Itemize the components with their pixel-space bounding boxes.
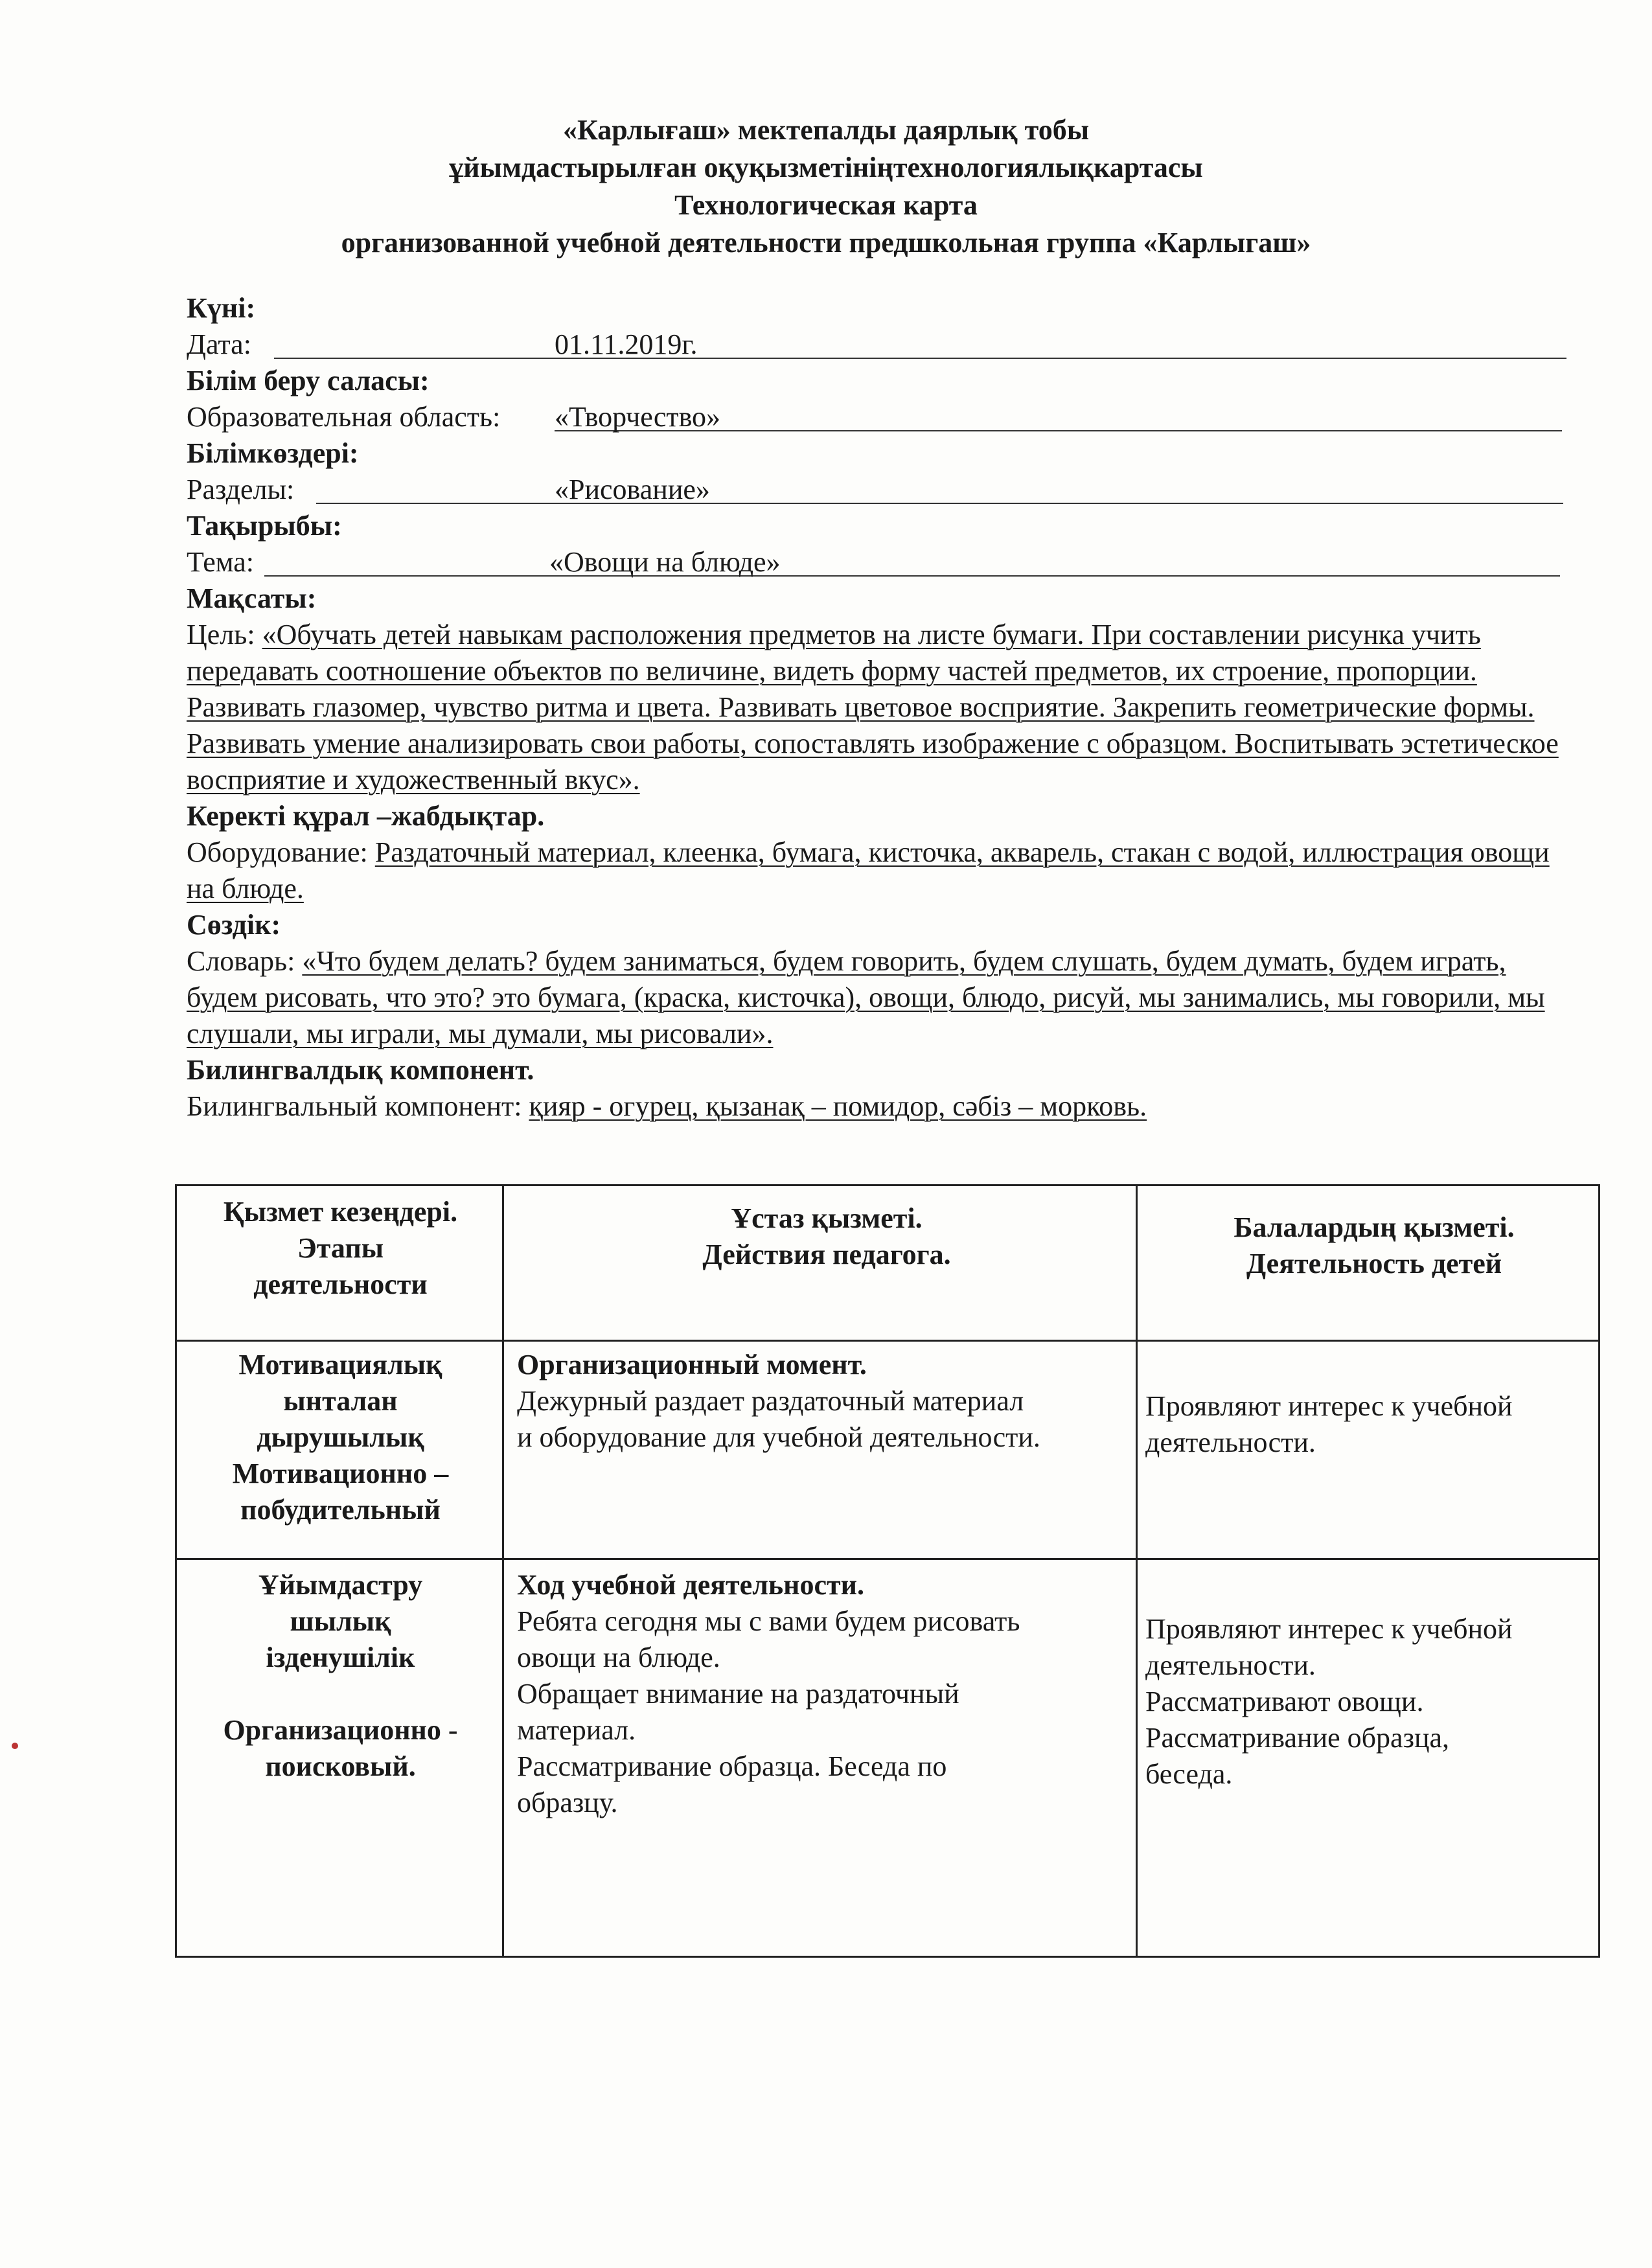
kerekti-label: Керекті құрал –жабдықтар.: [187, 800, 545, 832]
row1-children-line: деятельности.: [1145, 1426, 1316, 1458]
row2-children-line: деятельности.: [1145, 1649, 1316, 1681]
bilim-label: Білім беру саласы:: [187, 365, 430, 396]
header-line-2: ұйымдастырылған оқуқызметініңтехнологиялықкартасы: [449, 152, 1203, 183]
row1-teacher: [517, 1347, 1132, 1456]
row2-teacher-line: Рассматривание образца. Беседа по: [517, 1750, 947, 1782]
slovar-paragraph: [187, 943, 1573, 1052]
row1-stage-line: Мотивациялық: [238, 1349, 442, 1380]
oblast-line: [187, 399, 1573, 435]
slovar-label: Словарь:: [187, 945, 295, 977]
header-col-children-ru: Деятельность детей: [1246, 1248, 1502, 1279]
row2-stage-line: шылық: [290, 1605, 391, 1637]
row1-stage-line: дырушылық: [257, 1421, 424, 1453]
header-col-children-kz: Балалардың қызметі.: [1233, 1211, 1515, 1243]
table-row-divider-1: [177, 1340, 1598, 1342]
oblast-label: Образовательная область:: [187, 401, 501, 433]
maksaty-label: Мақсаты:: [187, 582, 317, 614]
tema-rule: [264, 575, 1560, 577]
oblast-value: «Творчество»: [555, 401, 721, 433]
oborud-label: Оборудование:: [187, 836, 368, 868]
header-col-teacher-ru: Действия педагога.: [702, 1239, 951, 1270]
header-col-teacher: [506, 1200, 1147, 1273]
scan-speck: [12, 1743, 18, 1749]
date-value: 01.11.2019г.: [555, 328, 698, 360]
header-col-stage: [177, 1194, 504, 1303]
fields-section: [187, 290, 1573, 1125]
tema-line: [187, 544, 1573, 580]
row1-children: [1145, 1388, 1599, 1461]
header-col-teacher-kz: Ұстаз қызметі.: [731, 1202, 923, 1234]
biling-kz-label: Билингвалдық компонент.: [187, 1054, 534, 1086]
tema-label: Тема:: [187, 546, 255, 578]
header-line-4: организованной учебной деятельности предшкольная группа «Карлыгаш»: [341, 227, 1311, 258]
oborud-paragraph: [187, 834, 1573, 907]
row2-teacher-line: Обращает внимание на раздаточный: [517, 1678, 959, 1710]
row2-children-line: Рассматривают овощи.: [1145, 1686, 1424, 1717]
slovar-value: «Что будем делать? будем заниматься, будем говорить, будем слушать, будем думать, будем играть, будем рисовать, что это? это бумага, (краска, кисточка), овощи, блюдо, рисуй, мы занимались, мы говорили, мы слушали, мы играли, мы думали, мы рисовали».: [187, 945, 1545, 1049]
row1-stage-line: побудительный: [240, 1494, 441, 1526]
row2-teacher-title: Ход учебной деятельности.: [517, 1569, 864, 1601]
sozdik-label: Сөздік:: [187, 909, 281, 941]
row2-teacher-line: Ребята сегодня мы с вами будем рисовать: [517, 1605, 1020, 1637]
activity-table: [175, 1184, 1600, 1958]
row1-children-line: Проявляют интерес к учебной: [1145, 1390, 1513, 1422]
cel-label: Цель:: [187, 619, 255, 650]
row2-stage: [177, 1567, 504, 1785]
row2-teacher: [517, 1567, 1132, 1821]
header-col-stage-ru2: деятельности: [253, 1268, 428, 1300]
header-col-stage-kz: Қызмет кезеңдері.: [223, 1196, 458, 1228]
table-row-divider-2: [177, 1558, 1598, 1560]
kozderi-label: Білімкөздері:: [187, 437, 359, 469]
date-label: Дата:: [187, 328, 251, 360]
cel-value: «Обучать детей навыкам расположения предметов на листе бумаги. При составлении рисунка учить передавать соотношение объектов по величине, видеть форму частей предметов, их строение, пропорции. Развивать глазомер, чувство ритма и цвета. Развивать цветовое восприятие. Закрепить геометрические формы. Развивать умение анализировать свои работы, сопоставлять изображение с образцом. Воспитывать эстетическое восприятие и художественный вкус».: [187, 619, 1559, 796]
row2-children-line: Проявляют интерес к учебной: [1145, 1613, 1513, 1645]
takyryby-label: Тақырыбы:: [187, 510, 342, 542]
tema-value: «Овощи на блюде»: [549, 546, 781, 578]
row2-children-line: беседа.: [1145, 1758, 1233, 1790]
row2-children: [1145, 1611, 1599, 1793]
row1-stage-line: ынталан: [283, 1385, 398, 1417]
row1-teacher-line: Дежурный раздает раздаточный материал: [517, 1385, 1024, 1417]
row2-stage-line: Организационно -: [223, 1714, 458, 1746]
razdely-label: Разделы:: [187, 474, 295, 505]
row1-stage: [177, 1347, 504, 1528]
row1-teacher-title: Организационный момент.: [517, 1349, 867, 1380]
row2-teacher-line: материал.: [517, 1714, 636, 1746]
date-rule: [274, 358, 1566, 359]
table-col-divider-2: [1136, 1186, 1138, 1956]
row2-stage-line: поисковый.: [265, 1750, 416, 1782]
razdely-line: [187, 472, 1573, 508]
header-col-children: [1147, 1209, 1601, 1282]
cel-paragraph: [187, 617, 1573, 798]
row2-stage-line: Ұйымдастру: [258, 1569, 423, 1601]
row2-teacher-line: образцу.: [517, 1787, 618, 1818]
row1-stage-line: Мотивационно –: [232, 1458, 449, 1489]
oborud-value: Раздаточный материал, клеенка, бумага, кисточка, акварель, стакан с водой, иллюстрация овощи на блюде.: [187, 836, 1550, 904]
row2-children-line: Рассматривание образца,: [1145, 1722, 1450, 1754]
razdely-value: «Рисование»: [555, 474, 710, 505]
header-line-3: Технологическая карта: [674, 189, 978, 221]
biling-paragraph: [187, 1088, 1573, 1125]
kuni-label: Күні:: [187, 292, 256, 324]
razdely-rule: [316, 503, 1563, 504]
header-line-1: «Карлығаш» мектепалды даярлық тобы: [562, 114, 1090, 146]
biling-value: қияр - огурец, қызанақ – помидор, сәбіз – морковь.: [529, 1090, 1147, 1122]
row2-stage-spacer: [177, 1676, 504, 1712]
row1-teacher-line: и оборудование для учебной деятельности.: [517, 1421, 1040, 1453]
date-line: [187, 326, 1573, 363]
biling-label: Билингвальный компонент:: [187, 1090, 522, 1122]
row2-stage-line: ізденушілік: [266, 1642, 415, 1673]
header-col-stage-ru1: Этапы: [297, 1232, 384, 1264]
row2-teacher-line: овощи на блюде.: [517, 1642, 720, 1673]
document-header: [0, 111, 1652, 262]
